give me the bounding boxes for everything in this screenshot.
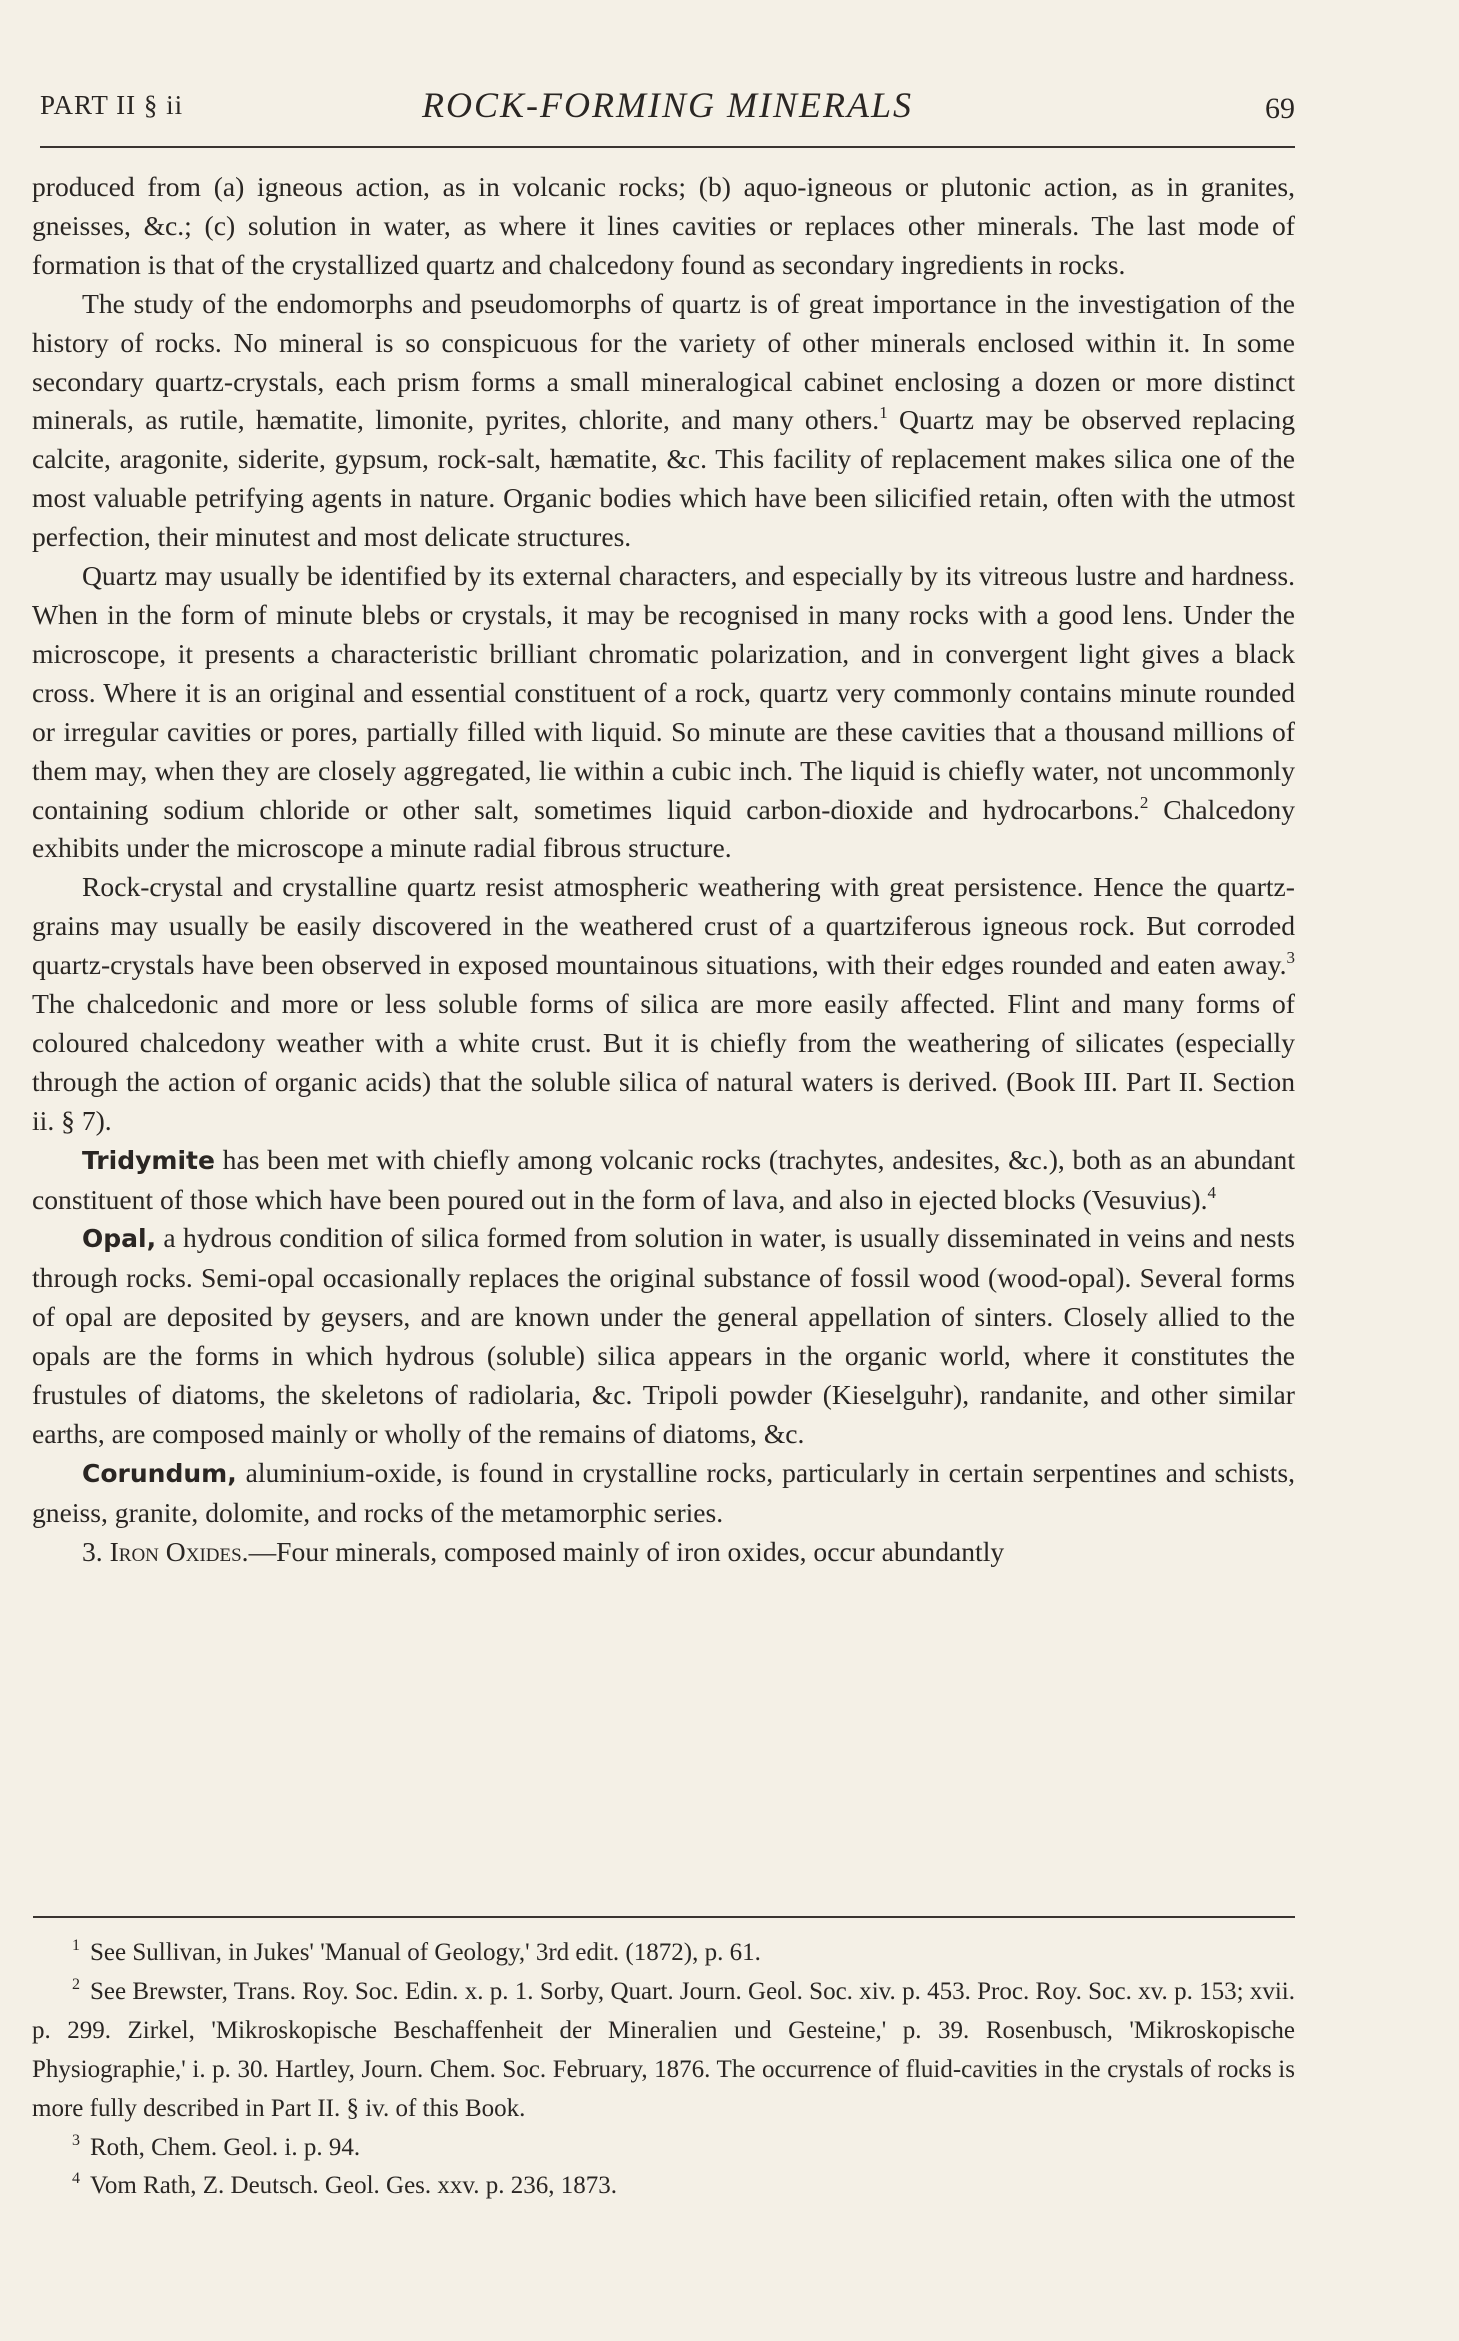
footnotes (32, 1934, 1295, 2206)
mineral-term: Opal, (82, 1224, 157, 1254)
paragraph (32, 1219, 1295, 1453)
footnote (32, 2167, 1295, 2206)
footnote (32, 1934, 1295, 1973)
text-run: The study of the endomorphs and pseudomorphs of quartz is of great importance in the investigation of the history of rocks. No mineral is so conspicuous for the variety of other minerals enclosed within it. In some secondary quartz-crystals, each prism forms a small mineralogical cabinet enclosing a dozen or more distinct minerals, as rutile, hæmatite, limonite, pyrites, chlorite, and many others. (32, 287, 1295, 436)
footnote-text: See Sullivan, in Jukes' 'Manual of Geology,' 3rd edit. (1872), p. 61. (90, 1939, 761, 1966)
mineral-term: Tridymite (82, 1145, 215, 1175)
paragraph (32, 1533, 1295, 1572)
text-run: Quartz may usually be identified by its external characters, and especially by its vitreous lustre and hardness. When in the form of minute blebs or crystals, it may be recognised in many rocks with a good lens. Under the microscope, it presents a characteristic brilliant chromatic polarization, and in convergent light gives a black cross. Where it is an original and essential constituent of a rock, quartz very commonly contains minute rounded or irregular cavities or pores, partially filled with liquid. So minute are these cavities that a thousand millions of them may, when they are closely aggregated, lie within a cubic inch. The liquid is chiefly water, not uncommonly containing sodium chloride or other salt, sometimes liquid carbon-dioxide and hydrocarbons. (32, 560, 1295, 825)
mineral-term: Corundum, (82, 1458, 237, 1488)
footnote-number: 4 (72, 2170, 80, 2188)
footnote-number: 2 (72, 1975, 80, 1993)
footnote-ref: 1 (879, 403, 888, 423)
text-run: produced from (a) igneous action, as in volcanic rocks; (b) aquo-igneous or plutonic action, as in granites, gneisses, &c.; (c) solution in water, as where it lines cavities or replaces other minerals. The last mode of formation is that of the crystallized quartz and chalcedony found as secondary ingredients in rocks. (32, 171, 1295, 280)
paragraph (32, 285, 1295, 557)
footnote-text: See Brewster, Trans. Roy. Soc. Edin. x. p. 1. Sorby, Quart. Journ. Geol. Soc. xiv. p. 453. Proc. Roy. Soc. xv. p. 153; xvii. p. 299. Zirkel, 'Mikroskopische Beschaffenheit der Mineralien und Gesteine,' p. 39. Rosenbusch, 'Mikroskopische Physiographie,' i. p. 30. Hartley, Journ. Chem. Soc. February, 1876. The occurrence of fluid-cavities in the crystals of rocks is more fully described in Part II. § iv. of this Book. (32, 1977, 1295, 2122)
text-run: aluminium-oxide, is found in crystalline rocks, particularly in certain serpentines and schists, gneiss, granite, dolomite, and rocks of the metamorphic series. (32, 1456, 1295, 1528)
footnote-number: 1 (72, 1937, 80, 1954)
text-run: Chalcedony exhibits under the microscope a minute radial fibrous structure. (32, 793, 1296, 864)
footnote (32, 1973, 1295, 2129)
footnote-ref: 4 (1207, 1182, 1216, 1202)
running-header (40, 84, 1295, 144)
footnote-text: Vom Rath, Z. Deutsch. Geol. Ges. xxv. p. 236, 1873. (90, 2172, 618, 2200)
section-heading: Iron Oxides. (109, 1535, 249, 1567)
page-number: 69 (1265, 92, 1295, 125)
footnote-text: Roth, Chem. Geol. i. p. 94. (90, 2133, 361, 2161)
text-run: —Four minerals, composed mainly of iron oxides, occur abundantly (248, 1535, 1005, 1567)
text-run: Quartz may be observed replacing calcite, aragonite, siderite, gypsum, rock-salt, hæmatite, &c. This facility of replacement makes silica one of the most valuable petrifying agents in nature. Organic bodies which have been silicified retain, often with the utmost perfection, their minutest and most delicate structures. (32, 404, 1296, 553)
footnote-ref: 2 (1139, 792, 1149, 812)
footnote-number: 3 (72, 2131, 80, 2149)
body-text (32, 168, 1295, 1572)
footnote (32, 2129, 1295, 2168)
paragraph (32, 868, 1295, 1140)
text-run: a hydrous condition of silica formed from solution in water, is usually disseminated in veins and nests through rocks. Semi-opal occasionally replaces the original substance of fossil wood (wood-opal). Several forms of opal are deposited by geysers, and are known under the general appellation of sinters. Closely allied to the opals are the forms in which hydrous (soluble) silica appears in the organic world, where it constitutes the frustules of diatoms, the skeletons of radiolaria, &c. Tripoli powder (Kieselguhr), randanite, and other similar earths, are composed mainly or wholly of the remains of diatoms, &c. (32, 1222, 1295, 1449)
text-run: has been met with chiefly among volcanic rocks (trachytes, andesites, &c.), both as an abundant constituent of those which have been poured out in the form of lava, and also in ejected blocks (Vesuvius). (32, 1143, 1295, 1215)
text-run: 3. (82, 1535, 110, 1567)
paragraph (32, 557, 1295, 868)
paragraph (32, 1454, 1295, 1533)
running-title: ROCK-FORMING MINERALS (422, 85, 913, 125)
footnote-rule (33, 1916, 1295, 1918)
footnote-ref: 3 (1286, 948, 1295, 968)
part-section-label: PART II § ii (40, 90, 184, 120)
text-run: The chalcedonic and more or less soluble forms of silica are more easily affected. Flint and many forms of coloured chalcedony weather with a white crust. But it is chiefly from the weathering of silicates (especially through the action of organic acids) that the soluble silica of natural waters is derived. (Book III. Part II. Section ii. § 7). (32, 988, 1295, 1136)
paragraph (32, 1141, 1295, 1220)
paragraph (32, 168, 1295, 285)
header-rule (40, 146, 1295, 148)
text-run: Rock-crystal and crystalline quartz resist atmospheric weathering with great persistence. Hence the quartz-grains may usually be easily discovered in the weathered crust of a quartziferous igneous rock. But corroded quartz-crystals have been observed in exposed mountainous situations, with their edges rounded and eaten away. (32, 871, 1295, 981)
